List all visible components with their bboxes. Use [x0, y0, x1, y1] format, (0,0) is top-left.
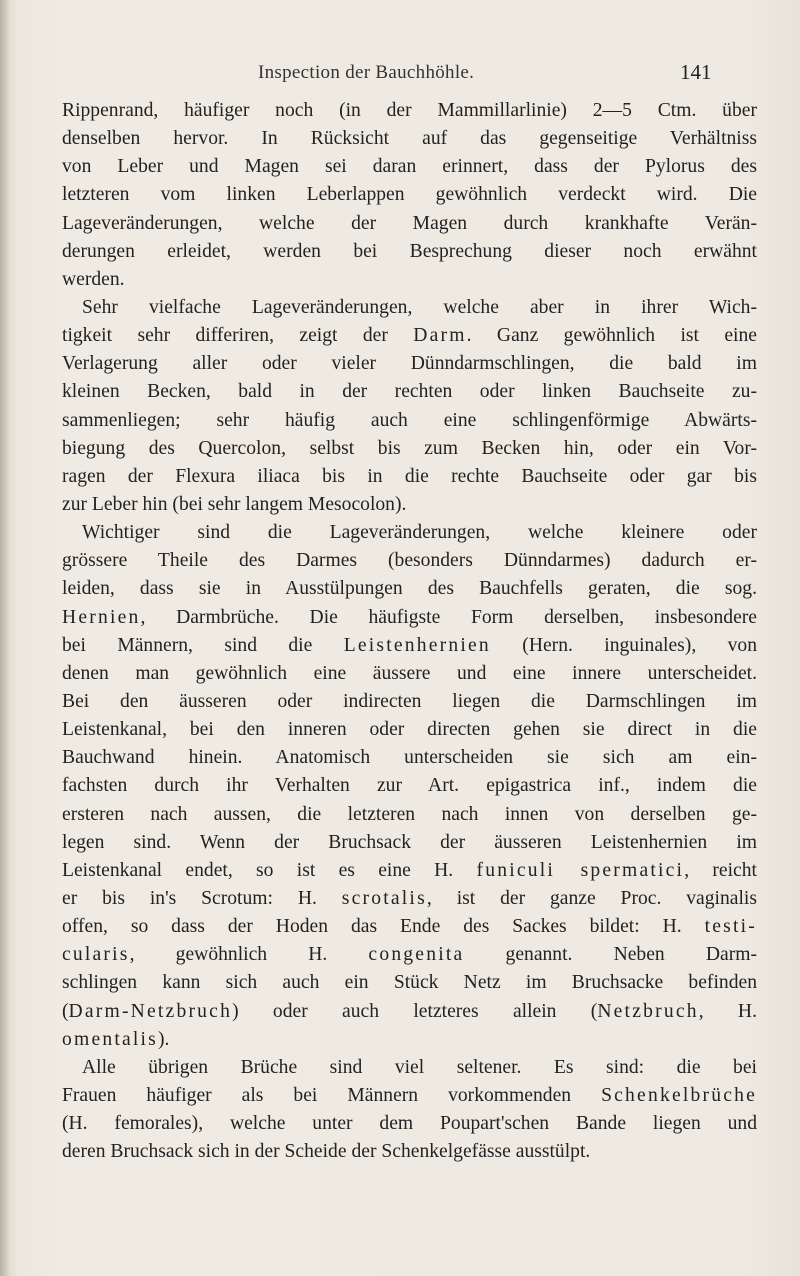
text-line	[62, 463, 757, 491]
text-segment: tigkeit sehr differiren, zeigt der	[62, 325, 414, 347]
text-segment: grössere Theile des Darmes (besonders Dünndarmes) dadurch er-	[62, 550, 757, 572]
text-segment: Rippenrand, häufiger noch (in der Mammillarlinie) 2—5 Ctm. über	[62, 100, 757, 121]
text-line	[62, 998, 757, 1026]
text-segment: zur Leber hin (bei sehr langem Mesocolon).	[62, 493, 407, 515]
spaced-term: Darm-Netzbruch	[68, 1000, 233, 1022]
running-head: Inspection der Bauchhöhle.	[258, 62, 475, 83]
text-line	[62, 1082, 757, 1110]
text-segment: offen, so dass der Hoden das Ende des Sackes bildet: H.	[62, 916, 705, 938]
text-line	[62, 1110, 757, 1138]
spaced-term: Leistenhernien	[343, 634, 491, 656]
text-segment: von Leber und Magen sei daran erinnert, dass der Pylorus des	[62, 156, 757, 178]
text-segment: denen man gewöhnlich eine äussere und eine innere unterscheidet.	[62, 662, 757, 684]
text-line	[62, 1054, 757, 1082]
binding-gutter	[0, 0, 10, 1276]
text-segment: legen sind. Wenn der Bruchsack der äusseren Leistenhernien im	[62, 831, 757, 853]
text-line	[62, 238, 757, 266]
text-line	[62, 857, 757, 885]
text-segment: ragen der Flexura iliaca bis in die rechte Bauchseite oder gar bis	[62, 465, 757, 487]
spaced-term: Hernien	[62, 606, 141, 628]
spaced-term: cularis	[62, 944, 130, 966]
text-segment: (H. femorales), welche unter dem Poupart'schen Bande liegen und	[62, 1113, 757, 1135]
text-line	[62, 322, 757, 350]
text-line	[62, 772, 757, 800]
text-line	[62, 829, 757, 857]
spaced-term: Schenkelbrüche	[601, 1084, 757, 1106]
text-segment: genannt. Neben Darm-	[464, 944, 757, 966]
text-line	[62, 885, 757, 913]
text-segment: Wichtiger sind die Lageveränderungen, welche kleinere oder	[82, 522, 757, 544]
text-segment: , ist der ganze Proc. vaginalis	[426, 887, 757, 909]
text-line	[62, 969, 757, 997]
text-line	[62, 1138, 757, 1166]
text-line	[62, 604, 757, 632]
text-segment: Lageveränderungen, welche der Magen durch krankhafte Verän-	[62, 212, 757, 234]
text-segment: (Hern. inguinales), von	[490, 634, 757, 656]
text-segment: bei Männern, sind die	[62, 634, 344, 656]
text-line	[62, 801, 757, 829]
text-segment: kleinen Becken, bald in der rechten oder linken Bauchseite zu-	[62, 381, 757, 403]
text-line	[62, 407, 757, 435]
text-line	[62, 181, 757, 209]
text-segment: , gewöhnlich H.	[129, 944, 369, 966]
text-segment: (	[62, 1000, 69, 1022]
text-segment: . Ganz gewöhnlich ist eine	[466, 325, 757, 347]
body-text	[62, 97, 757, 1166]
text-segment: derungen erleidet, werden bei Besprechung dieser noch erwähnt	[62, 240, 757, 262]
text-segment: denselben hervor. In Rücksicht auf das gegenseitige Verhältniss	[62, 128, 757, 150]
text-segment: Alle übrigen Brüche sind viel seltener. Es sind: die bei	[82, 1056, 757, 1078]
page-number: 141	[680, 60, 712, 84]
text-line	[62, 547, 757, 575]
text-line	[62, 575, 757, 603]
text-line	[62, 294, 757, 322]
text-line	[62, 519, 757, 547]
text-line	[62, 660, 757, 688]
text-segment: ).	[157, 1028, 170, 1050]
spaced-term: testi-	[704, 916, 757, 938]
spaced-term: Netzbruch	[597, 1000, 699, 1022]
text-segment: Verlagerung aller oder vieler Dünndarmschlingen, die bald im	[62, 353, 757, 375]
text-line	[62, 97, 757, 125]
text-line	[62, 491, 757, 519]
text-line	[62, 266, 757, 294]
spaced-term: congenita	[368, 944, 465, 966]
text-line	[62, 435, 757, 463]
text-segment: Leistenkanal endet, so ist es eine H.	[62, 859, 477, 881]
text-line	[62, 153, 757, 181]
text-segment: Bauchwand hinein. Anatomisch unterscheiden sie sich am ein-	[62, 747, 757, 769]
text-segment: , reicht	[684, 859, 757, 881]
spaced-term: scrotalis	[341, 887, 427, 909]
text-segment: Frauen häufiger als bei Männern vorkommenden	[62, 1084, 602, 1106]
text-segment: ersteren nach aussen, die letzteren nach innen von derselben ge-	[62, 803, 757, 825]
text-segment: , Darmbrüche. Die häufigste Form derselben, insbesondere	[140, 606, 757, 628]
text-segment: werden.	[62, 268, 125, 290]
text-segment: er bis in's Scrotum: H.	[62, 887, 342, 909]
text-segment: Bei den äusseren oder indirecten liegen die Darmschlingen im	[62, 690, 757, 712]
text-segment: fachsten durch ihr Verhalten zur Art. epigastrica inf., indem die	[62, 775, 757, 797]
text-line	[62, 350, 757, 378]
text-line	[62, 688, 757, 716]
text-segment: , H.	[698, 1000, 757, 1022]
text-line	[62, 941, 757, 969]
text-segment: ) oder auch letzteres allein (	[232, 1000, 598, 1022]
text-line	[62, 210, 757, 238]
text-line	[62, 716, 757, 744]
text-segment: letzteren vom linken Leberlappen gewöhnlich verdeckt wird. Die	[62, 184, 757, 206]
text-line	[62, 632, 757, 660]
text-segment: schlingen kann sich auch ein Stück Netz im Bruchsacke befinden	[62, 972, 757, 994]
text-line	[62, 378, 757, 406]
text-segment: Sehr vielfache Lageveränderungen, welche aber in ihrer Wich-	[82, 296, 757, 318]
text-segment: leiden, dass sie in Ausstülpungen des Bauchfells geraten, die sog.	[62, 578, 757, 600]
text-segment: sammenliegen; sehr häufig auch eine schlingenförmige Abwärts-	[62, 409, 757, 431]
spaced-term: funiculi spermatici	[476, 859, 685, 881]
spaced-term: omentalis	[62, 1028, 158, 1050]
spaced-term: Darm	[413, 325, 467, 347]
text-segment: biegung des Quercolon, selbst bis zum Becken hin, oder ein Vor-	[62, 437, 757, 459]
text-line	[62, 125, 757, 153]
text-line	[62, 744, 757, 772]
text-line	[62, 913, 757, 941]
text-segment: Leistenkanal, bei den inneren oder directen gehen sie direct in die	[62, 719, 757, 741]
text-segment: deren Bruchsack sich in der Scheide der Schenkelgefässe ausstülpt.	[62, 1141, 591, 1163]
text-line	[62, 1026, 757, 1054]
